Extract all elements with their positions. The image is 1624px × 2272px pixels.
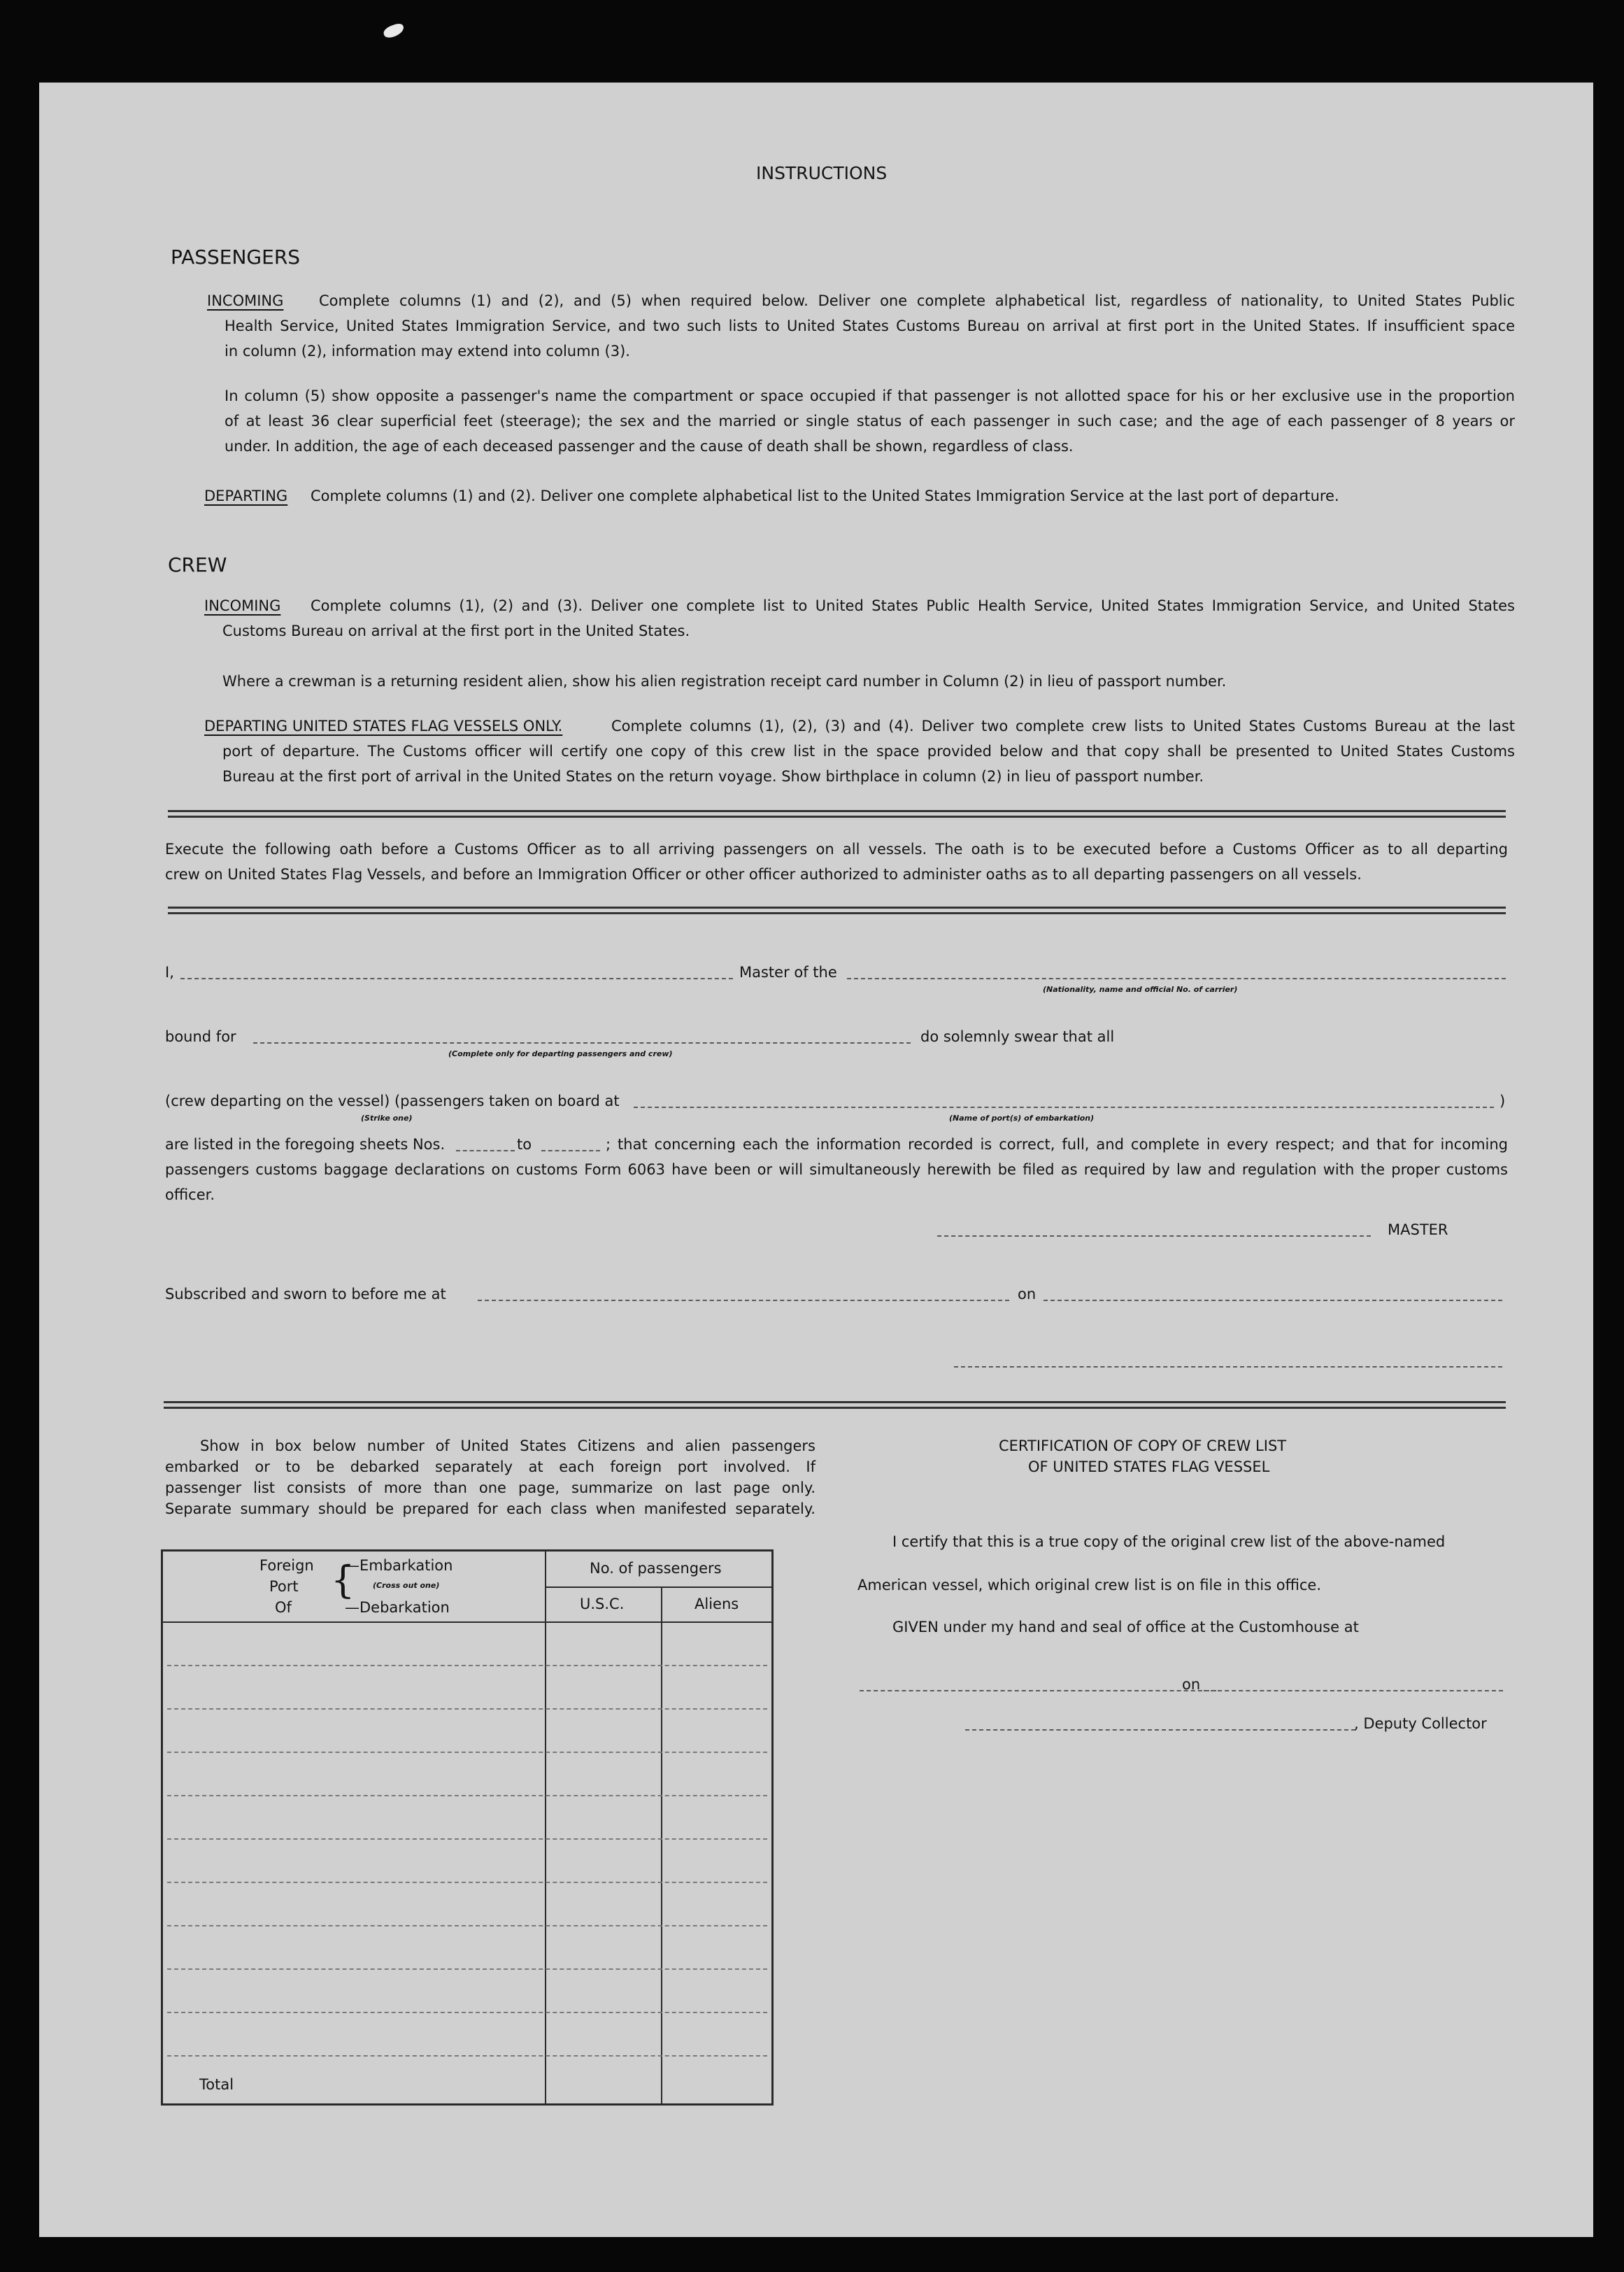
passengers-incoming-line2: Health Service, United States Immigration Service, and two such lists to United States Customs Bureau on arrival at first port in the United States. If insufficient space bbox=[225, 318, 1515, 334]
sheet-from-field[interactable] bbox=[456, 1150, 515, 1151]
swear-text: do solemnly swear that all bbox=[920, 1028, 1115, 1045]
crew-resident-text: Where a crewman is a returning resident alien, show his alien registration receipt card number in Column (2) in lieu of passport number. bbox=[222, 673, 1227, 690]
certification-title-1: CERTIFICATION OF COPY OF CREW LIST bbox=[999, 1437, 1287, 1454]
section-rule bbox=[168, 907, 1506, 914]
column5-line2: of at least 36 clear superficial feet (steerage); the sex and the married or single status of each passenger in such case; and the age of each passenger of 8 years or bbox=[225, 413, 1515, 429]
officer-signature-field[interactable] bbox=[954, 1366, 1502, 1368]
page-title: INSTRUCTIONS bbox=[756, 163, 888, 183]
listed-text-b: ; that concerning each the information recorded is correct, full, and complete in every respect; and that for incoming bbox=[606, 1136, 1508, 1153]
bound-for-note: (Complete only for departing passengers and crew) bbox=[448, 1049, 673, 1058]
column5-line1: In column (5) show opposite a passenger's name the compartment or space occupied if that passenger is not allotted space for his or her exclusive use in the proportion bbox=[225, 388, 1515, 404]
summary-note-line1: Show in box below number of United States Citizens and alien passengers bbox=[200, 1437, 815, 1454]
carrier-field[interactable] bbox=[847, 978, 1506, 979]
certification-date-field[interactable] bbox=[1204, 1690, 1503, 1691]
certify-text: I certify that this is a true copy of the original crew list of the above-named bbox=[892, 1533, 1446, 1550]
crew-incoming-line2: Customs Bureau on arrival at the first port in the United States. bbox=[222, 623, 690, 639]
given-text: GIVEN under my hand and seal of office at the Customhouse at bbox=[892, 1619, 1359, 1635]
master-label: MASTER bbox=[1388, 1221, 1448, 1238]
strike-note: (Strike one) bbox=[361, 1114, 413, 1123]
table-row[interactable] bbox=[167, 1665, 767, 1666]
subscribed-label: Subscribed and sworn to before me at bbox=[165, 1286, 446, 1302]
table-embarkation: —Embarkation bbox=[345, 1557, 453, 1574]
ports-note: (Name of port(s) of embarkation) bbox=[949, 1114, 1095, 1123]
table-header-rule bbox=[545, 1586, 771, 1588]
master-of-the-label: Master of the bbox=[739, 964, 837, 981]
summary-note-line4: Separate summary should be prepared for each class when manifested separately. bbox=[165, 1500, 815, 1517]
table-divider bbox=[661, 1586, 662, 2103]
sworn-date-field[interactable] bbox=[1044, 1300, 1502, 1301]
table-foreign: Foreign bbox=[259, 1557, 314, 1574]
table-port: Port bbox=[269, 1578, 299, 1595]
table-row[interactable] bbox=[167, 1708, 767, 1710]
listed-line2: passengers customs baggage declarations on customs Form 6063 have been or will simultaneously herewith be filed as required by law and regulation with the proper customs bbox=[165, 1161, 1508, 1178]
summary-note-line3: passenger list consists of more than one page, summarize on last page only. bbox=[165, 1479, 815, 1496]
crew-heading: CREW bbox=[168, 553, 227, 576]
summary-note-line2: embarked or to be debarked separately at each foreign port involved. If bbox=[165, 1458, 815, 1475]
crew-departing-label: DEPARTING UNITED STATES FLAG VESSELS ONLY. bbox=[204, 718, 563, 734]
certification-on-label: on bbox=[1182, 1676, 1201, 1693]
table-total-label: Total bbox=[199, 2076, 234, 2093]
table-of: Of bbox=[275, 1599, 292, 1616]
sworn-place-field[interactable] bbox=[478, 1300, 1009, 1301]
section-rule bbox=[164, 1401, 1506, 1409]
listed-line3: officer. bbox=[165, 1186, 215, 1203]
table-row[interactable] bbox=[167, 1795, 767, 1796]
paper-speck bbox=[382, 22, 406, 39]
oath-i: I, bbox=[165, 964, 174, 981]
crew-incoming-label: INCOMING bbox=[204, 597, 281, 614]
certification-title-2: OF UNITED STATES FLAG VESSEL bbox=[1028, 1458, 1270, 1475]
passenger-summary-table bbox=[161, 1549, 774, 2106]
american-vessel-text: American vessel, which original crew list is on file in this office. bbox=[857, 1577, 1322, 1593]
table-cross-out-note: (Cross out one) bbox=[373, 1581, 440, 1590]
bound-for-label: bound for bbox=[165, 1028, 236, 1045]
master-signature-field[interactable] bbox=[937, 1235, 1371, 1237]
passengers-incoming-label: INCOMING bbox=[207, 292, 284, 309]
table-row[interactable] bbox=[167, 1838, 767, 1840]
embarkation-ports-field[interactable] bbox=[634, 1107, 1494, 1108]
table-aliens-header: Aliens bbox=[695, 1596, 739, 1612]
listed-to: to bbox=[517, 1136, 532, 1153]
table-row[interactable] bbox=[167, 1925, 767, 1926]
passengers-heading: PASSENGERS bbox=[171, 246, 301, 269]
crew-departing-line1: Complete columns (1), (2), (3) and (4). Deliver two complete crew lists to United States Customs Bureau at the last bbox=[611, 718, 1515, 734]
carrier-note: (Nationality, name and official No. of carrier) bbox=[1043, 985, 1238, 994]
table-debarkation: —Debarkation bbox=[345, 1599, 450, 1616]
crew-departing-text: (crew departing on the vessel) (passengers taken on board at bbox=[165, 1093, 620, 1109]
table-divider bbox=[545, 1552, 546, 2103]
customhouse-place-field[interactable] bbox=[860, 1690, 1216, 1691]
master-name-field[interactable] bbox=[180, 978, 733, 979]
column5-line3: under. In addition, the age of each deceased passenger and the cause of death shall be shown, regardless of class. bbox=[225, 438, 1074, 455]
table-row[interactable] bbox=[167, 1882, 767, 1883]
passengers-departing-label: DEPARTING bbox=[204, 488, 288, 504]
table-header-rule bbox=[163, 1621, 771, 1623]
crew-departing-line3: Bureau at the first port of arrival in the United States on the return voyage. Show birthplace in column (2) in lieu of passport number. bbox=[222, 768, 1204, 785]
sworn-on-label: on bbox=[1018, 1286, 1037, 1302]
section-rule bbox=[168, 810, 1506, 818]
oath-intro-line1: Execute the following oath before a Customs Officer as to all arriving passengers on all vessels. The oath is to be executed before a Customs Officer as to all departing bbox=[165, 841, 1508, 858]
table-row[interactable] bbox=[167, 2055, 767, 2057]
table-row[interactable] bbox=[167, 1752, 767, 1753]
passengers-incoming-line3: in column (2), information may extend into column (3). bbox=[225, 343, 630, 360]
crew-incoming-line1: Complete columns (1), (2) and (3). Deliver one complete list to United States Public Health Service, United States Immigration Service, and United States bbox=[311, 597, 1515, 614]
table-row[interactable] bbox=[167, 1968, 767, 1970]
listed-text-a: are listed in the foregoing sheets Nos. bbox=[165, 1136, 446, 1153]
passengers-departing-text: Complete columns (1) and (2). Deliver one complete alphabetical list to the United States Immigration Service at the last port of departure. bbox=[311, 488, 1339, 504]
passengers-incoming-line1: Complete columns (1) and (2), and (5) when required below. Deliver one complete alphabetical list, regardless of nationality, to United States Public bbox=[319, 292, 1515, 309]
table-no-passengers: No. of passengers bbox=[590, 1560, 722, 1577]
oath-intro-line2: crew on United States Flag Vessels, and before an Immigration Officer or other officer authorized to administer oaths as to all departing passengers on all vessels. bbox=[165, 866, 1362, 883]
crew-departing-line2: port of departure. The Customs officer will certify one copy of this crew list in the space provided below and that copy shall be presented to United States Customs bbox=[222, 743, 1515, 760]
table-row[interactable] bbox=[167, 2012, 767, 2013]
bound-for-field[interactable] bbox=[253, 1042, 911, 1044]
deputy-collector-field[interactable] bbox=[965, 1729, 1355, 1731]
table-usc-header: U.S.C. bbox=[580, 1596, 625, 1612]
sheet-to-field[interactable] bbox=[541, 1150, 600, 1151]
deputy-collector-label: , Deputy Collector bbox=[1354, 1715, 1487, 1732]
table-brace: { bbox=[331, 1558, 355, 1602]
close-paren: ) bbox=[1500, 1093, 1506, 1109]
